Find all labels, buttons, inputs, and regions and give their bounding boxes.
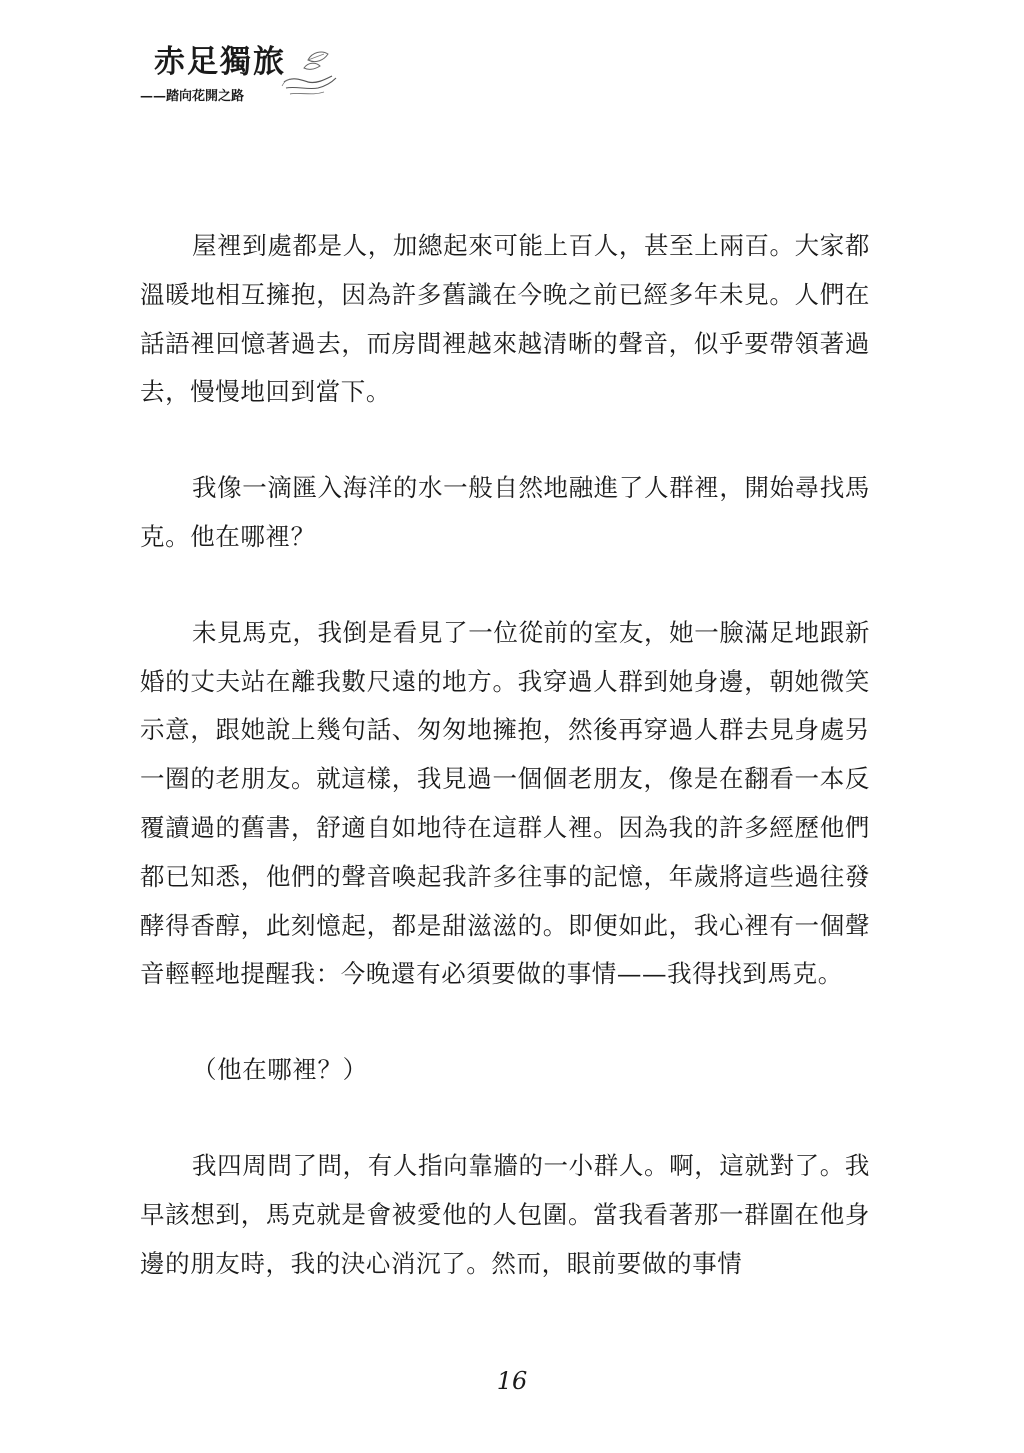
paragraph-5: 我四周問了問，有人指向靠牆的一小群人。啊，這就對了。我早該想到，馬克就是會被愛他的人包圍。當我看著那一群圍在他身邊的朋友時，我的決心消沉了。然而，眼前要做的事情	[140, 1150, 870, 1278]
book-subtitle: ——踏向花開之路	[140, 89, 245, 104]
book-title: 赤足獨旅	[154, 44, 286, 80]
paragraph-1: 屋裡到處都是人，加總起來可能上百人，甚至上兩百。大家都溫暖地相互擁抱，因為許多舊識在今晚之前已經多年未見。人們在話語裡回憶著過去，而房間裡越來越清晰的聲音，似乎要帶領著過去，慢慢地回到當下。	[140, 231, 870, 407]
running-header	[140, 38, 350, 118]
paragraph-3: 未見馬克，我倒是看見了一位從前的室友，她一臉滿足地跟新婚的丈夫站在離我數尺遠的地方。我穿過人群到她身邊，朝她微笑示意，跟她說上幾句話、匆匆地擁抱，然後再穿過人群去見身處另一圈的老朋友。就這樣，我見過一個個老朋友，像是在翻看一本反覆讀過的舊書，舒適自如地待在這群人裡。因為我的許多經歷他們都已知悉，他們的聲音喚起我許多往事的記憶，年歲將這些過往發酵得香醇，此刻憶起，都是甜滋滋的。即便如此，我心裡有一個聲音輕輕地提醒我：今晚還有必須要做的事情——我得找到馬克。	[140, 617, 870, 989]
paragraph-2: 我像一滴匯入海洋的水一般自然地融進了人群裡，開始尋找馬克。他在哪裡？	[140, 473, 870, 551]
page-number: 16	[496, 1367, 528, 1395]
paragraph-4: （他在哪裡？）	[192, 1055, 368, 1085]
body-text	[140, 222, 870, 1288]
hand-holding-leaf-icon	[278, 46, 338, 102]
